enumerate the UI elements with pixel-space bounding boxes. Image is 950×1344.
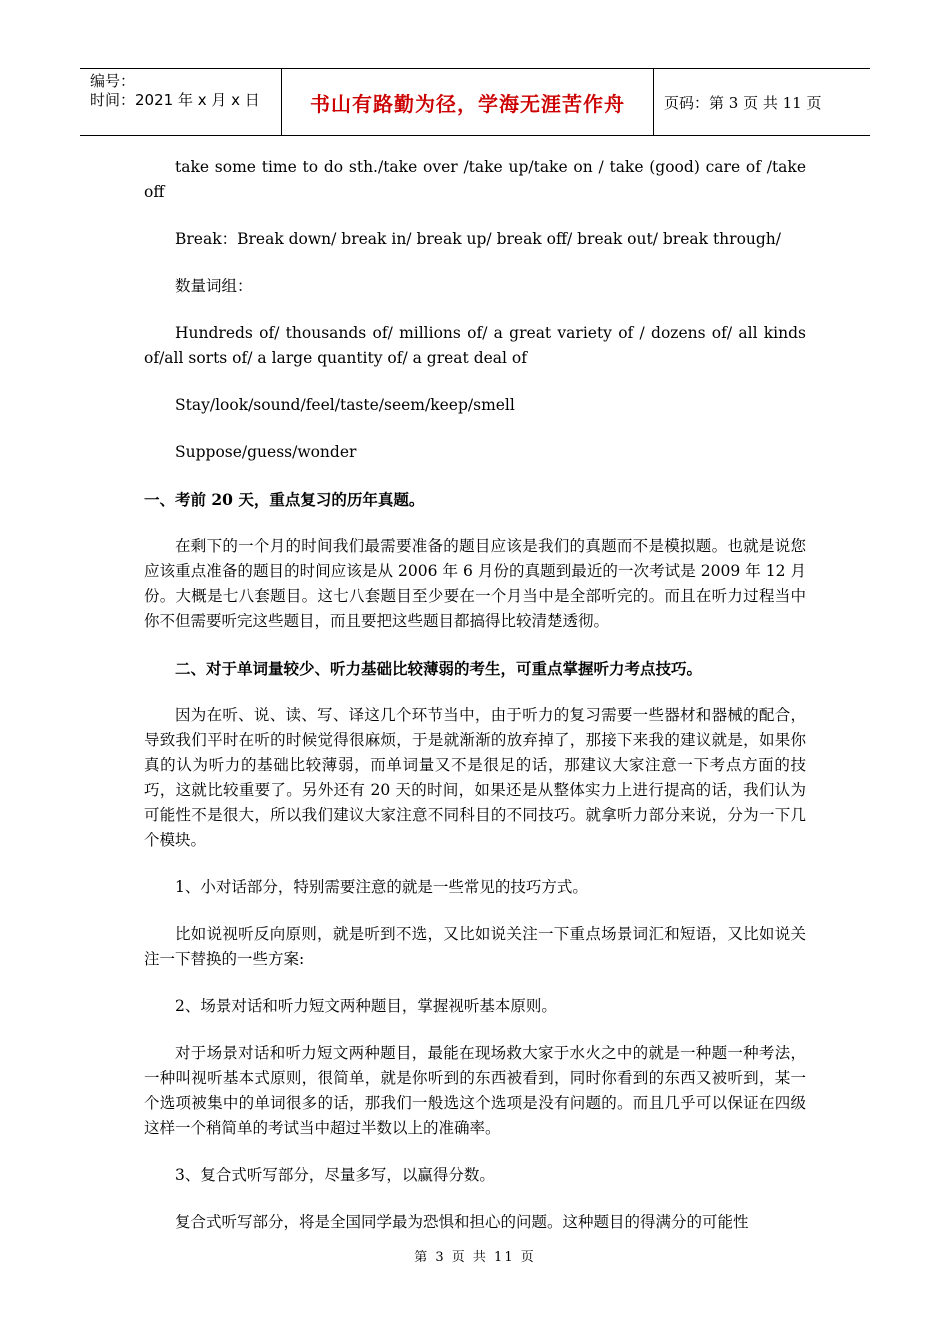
list-item-1: 1、小对话部分，特别需要注意的就是一些常见的技巧方式。 [175, 878, 588, 896]
paragraph-quantity-heading: 数量词组： [175, 277, 253, 295]
paragraph-short-dialogue-tips: 比如说视听反向原则，就是听到不选，又比如说关注一下重点场景词汇和短语，又比如说关注一下替换的一些方案: [144, 925, 806, 968]
document-body [144, 155, 806, 1257]
list-item-3: 3、复合式听写部分，尽量多写，以赢得分数。 [175, 1166, 495, 1184]
paragraph-dictation-intro: 复合式听写部分，将是全国同学最为恐惧和担心的问题。这种题目的得满分的可能性 [175, 1213, 749, 1231]
paragraph-linking-verbs: Stay/look/sound/feel/taste/seem/keep/smell [175, 396, 515, 414]
paragraph-suppose-verbs: Suppose/guess/wonder [175, 443, 357, 461]
paragraph-scenario-tips: 对于场景对话和听力短文两种题目，最能在现场救大家于水火之中的就是一种题一种考法，一种叫视听基本式原则，很简单，就是你听到的东西被看到，同时你看到的东西又被听到，某一个选项被集中的单词很多的话，那我们一般选这个选项是没有问题的。而且几乎可以保证在四级这样一个稍简单的考试当中超过半数以上的准确率。 [144, 1044, 806, 1137]
header-meta-cell [80, 69, 282, 135]
page-footer: 第 3 页 共 11 页 [414, 1250, 536, 1265]
document-date: 时间：2021 年 x 月 x 日 [90, 91, 260, 109]
list-item-2: 2、场景对话和听力短文两种题目，掌握视听基本原则。 [175, 997, 557, 1015]
section-heading-2: 二、对于单词量较少、听力基础比较薄弱的考生，可重点掌握听力考点技巧。 [175, 659, 703, 678]
paragraph-take-phrases: take some time to do sth./take over /take up/take on / take (good) care of /take off [144, 158, 806, 201]
document-number-label: 编号： [90, 72, 136, 90]
page-header [80, 68, 870, 136]
paragraph-quantity-phrases: Hundreds of/ thousands of/ millions of/ a great variety of / dozens of/ all kinds of/all sorts of/ a large quantity of/ a great deal of [144, 324, 806, 367]
paragraph-past-exams: 在剩下的一个月的时间我们最需要准备的题目应该是我们的真题而不是模拟题。也就是说您应该重点准备的题目的时间应该是从 2006 年 6 月份的真题到最近的一次考试是 2009 年 12 月份。大概是七八套题目。这七八套题目至少要在一个月当中是全部听完的。而且在听力过程当中你不但需要听完这些题目，而且要把这些题目都搞得比较清楚透彻。 [144, 537, 806, 630]
header-motto: 书山有路勤为径，学海无涯苦作舟 [282, 69, 654, 135]
paragraph-listening-advice: 因为在听、说、读、写、译这几个环节当中，由于听力的复习需要一些器材和器械的配合，导致我们平时在听的时候觉得很麻烦，于是就渐渐的放弃掉了，那接下来我的建议就是，如果你真的认为听力的基础比较薄弱，而单词量又不是很足的话，那建议大家注意一下考点方面的技巧，这就比较重要了。另外还有 20 天的时间，如果还是从整体实力上进行提高的话，我们认为可能性不是很大，所以我们建议大家注意不同科目的不同技巧。就拿听力部分来说，分为一下几个模块。 [144, 706, 806, 849]
header-page-info: 页码：第 3 页 共 11 页 [664, 93, 822, 112]
paragraph-break-phrases: Break：Break down/ break in/ break up/ break off/ break out/ break through/ [175, 230, 782, 248]
section-heading-1: 一、考前 20 天，重点复习的历年真题。 [144, 490, 425, 509]
